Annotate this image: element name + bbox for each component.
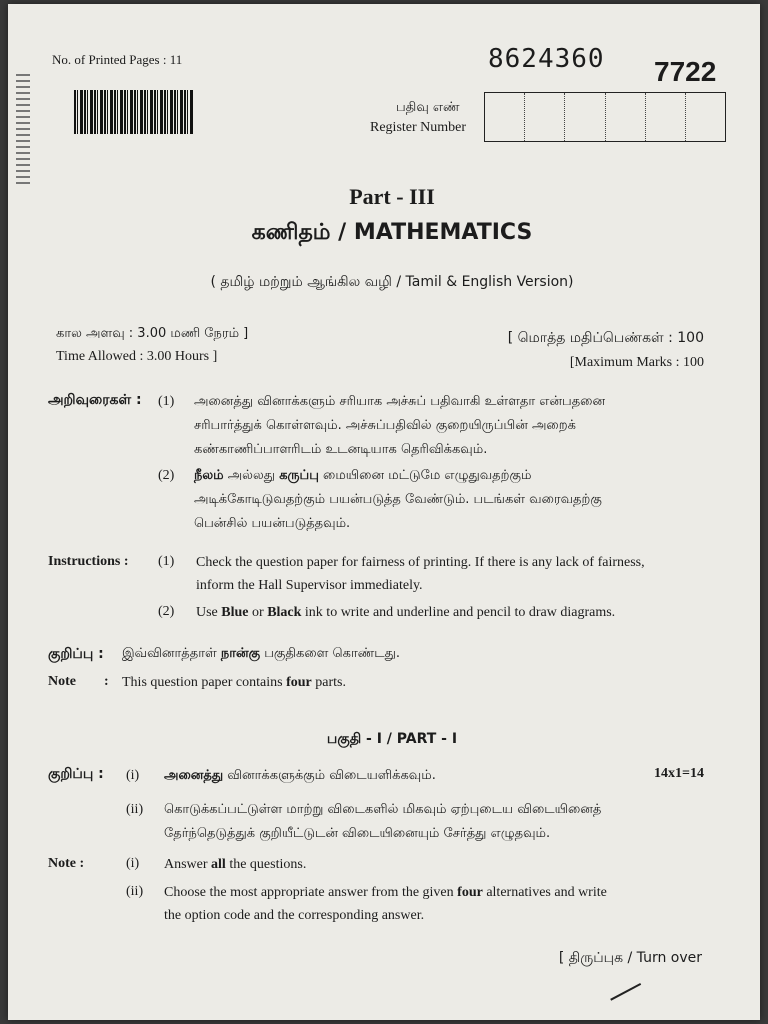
- part-one-ta-i-bold: அனைத்து: [164, 768, 224, 783]
- part-one-heading: [8, 731, 768, 749]
- instruction-ta-2-num: (2): [158, 468, 175, 483]
- note-ta-bold: நான்கு: [220, 646, 261, 661]
- time-allowed-ta: கால அளவு : 3.00 மணி நேரம் ]: [56, 326, 249, 341]
- part-one-ta-ii-num: (ii): [126, 802, 144, 817]
- instructions-ta-label: அறிவுரைகள் :: [48, 392, 142, 408]
- note-en-colon: :: [104, 674, 109, 689]
- part-one-en-i-bold: all: [211, 857, 226, 872]
- instruction-en-2: [196, 601, 716, 624]
- or-word: or: [248, 605, 268, 620]
- blue-word-ta: நீலம்: [194, 468, 224, 483]
- note-ta-pre: இவ்வினாத்தாள்: [122, 646, 221, 661]
- instruction-ta-2-rest: மையினை மட்டுமே எழுதுவதற்கும்: [323, 468, 532, 483]
- instruction-en-2-pre: Use: [196, 605, 222, 620]
- part-one-ta-ii-line2: தேர்ந்தெடுத்துக் குறியீட்டுடன் விடையினையும் சேர்த்து எழுதவும்.: [164, 826, 551, 841]
- instruction-en-1-line1: Check the question paper for fairness of printing. If there is any lack of fairness,: [196, 555, 645, 570]
- instruction-ta-2-line1: [194, 464, 710, 488]
- instruction-en-1-line2: inform the Hall Supervisor immediately.: [196, 578, 423, 593]
- part-one-en-ii-bold: four: [457, 885, 483, 900]
- part-one-marks: 14x1=14: [654, 766, 704, 781]
- note-en-bold: four: [286, 675, 312, 690]
- part-one-heading-text: பகுதி - I / PART - I: [326, 731, 458, 747]
- max-marks-en: [Maximum Marks : 100: [569, 355, 704, 370]
- part-one-note-ta-label: குறிப்பு :: [48, 766, 104, 782]
- paper-code: 7722: [654, 56, 717, 87]
- part-one-ta-i-rest: வினாக்களுக்கும் விடையளிக்கவும்.: [223, 768, 436, 783]
- subject-title: கணிதம் / MATHEMATICS: [251, 220, 533, 245]
- part-one-en-ii-num: (ii): [126, 884, 144, 899]
- register-number-boxes[interactable]: [484, 92, 726, 142]
- instruction-ta-1-line3: கண்காணிப்பாளரிடம் உடனடியாக தெரிவிக்கவும்.: [194, 442, 488, 457]
- serial-number: 8624360: [488, 44, 605, 74]
- part-one-en-ii-post: alternatives and write: [482, 885, 607, 900]
- register-number-label-ta: பதிவு எண்: [396, 100, 460, 115]
- max-marks-ta: [ மொத்த மதிப்பெண்கள் : 100: [507, 330, 704, 346]
- version-line: ( தமிழ் மற்றும் ஆங்கில வழி / Tamil & English Version): [210, 274, 574, 290]
- part-one-en-ii: [164, 881, 724, 927]
- part-one-en-i-num: (i): [126, 856, 140, 871]
- instruction-ta-2: [194, 464, 710, 536]
- black-word-ta: கருப்பு: [279, 468, 319, 483]
- part-one-en-ii-line1: [164, 881, 724, 904]
- instruction-ta-1-line1: அனைத்து வினாக்களும் சரியாக அச்சுப் பதிவாகி உள்ளதா என்பதனை: [194, 394, 606, 409]
- register-number-label-en: Register Number: [370, 120, 467, 135]
- instruction-ta-2-line2: அடிக்கோடிடுவதற்கும் பயன்படுத்த வேண்டும். படங்கள் வரைவதற்கு: [194, 492, 602, 507]
- part-one-ta-ii-line1: கொடுக்கப்பட்டுள்ள மாற்று விடைகளில் மிகவும் ஏற்புடைய விடையினைத்: [164, 802, 602, 817]
- part-title: Part - III: [349, 184, 435, 209]
- part-one-ta-i: [164, 764, 436, 788]
- turn-over: [ திருப்புக / Turn over: [558, 950, 702, 966]
- instruction-en-2-num: (2): [158, 604, 175, 619]
- black-word: Black: [267, 605, 302, 620]
- part-one-note-en-label: Note :: [48, 856, 85, 871]
- instruction-ta-1: [194, 390, 710, 462]
- note-en-text: [122, 671, 346, 694]
- part-one-en-i-pre: Answer: [164, 857, 212, 872]
- binder-edge-marks: [16, 74, 30, 184]
- instruction-en-1: [196, 551, 716, 597]
- blue-word: Blue: [221, 605, 249, 620]
- note-ta-post: பகுதிகளை கொண்டது.: [260, 646, 401, 661]
- or-word-ta: அல்லது: [227, 468, 276, 483]
- exam-paper-sheet: [8, 4, 760, 1020]
- note-ta-label: குறிப்பு :: [48, 646, 104, 662]
- instruction-ta-1-line2: சரிபார்த்துக் கொள்ளவும். அச்சுப்பதிவில் குறையிருப்பின் அறைக்: [194, 418, 576, 433]
- part-one-en-i: [164, 853, 306, 876]
- time-allowed-en: Time Allowed : 3.00 Hours ]: [56, 349, 218, 364]
- part-one-en-i-post: the questions.: [225, 857, 307, 872]
- part-one-en-ii-line2: the option code and the corresponding answer.: [164, 908, 425, 923]
- barcode: [74, 90, 194, 134]
- instruction-ta-2-line3: பென்சில் பயன்படுத்தவும்.: [194, 516, 351, 531]
- printed-pages: No. of Printed Pages : 11: [52, 52, 183, 67]
- pen-mark: [601, 965, 641, 1000]
- note-ta-text: [122, 642, 400, 666]
- instructions-en-label: Instructions :: [48, 554, 129, 569]
- instruction-en-2-post: ink to write and underline and pencil to draw diagrams.: [301, 605, 616, 620]
- note-en-label: Note: [48, 674, 76, 689]
- instruction-en-1-num: (1): [158, 554, 175, 569]
- note-en-post: parts.: [311, 675, 346, 690]
- note-en-pre: This question paper contains: [122, 675, 287, 690]
- part-one-en-ii-pre: Choose the most appropriate answer from the given: [164, 885, 458, 900]
- part-one-ta-i-num: (i): [126, 768, 140, 783]
- instruction-ta-1-num: (1): [158, 394, 175, 409]
- part-one-ta-ii: [164, 798, 714, 846]
